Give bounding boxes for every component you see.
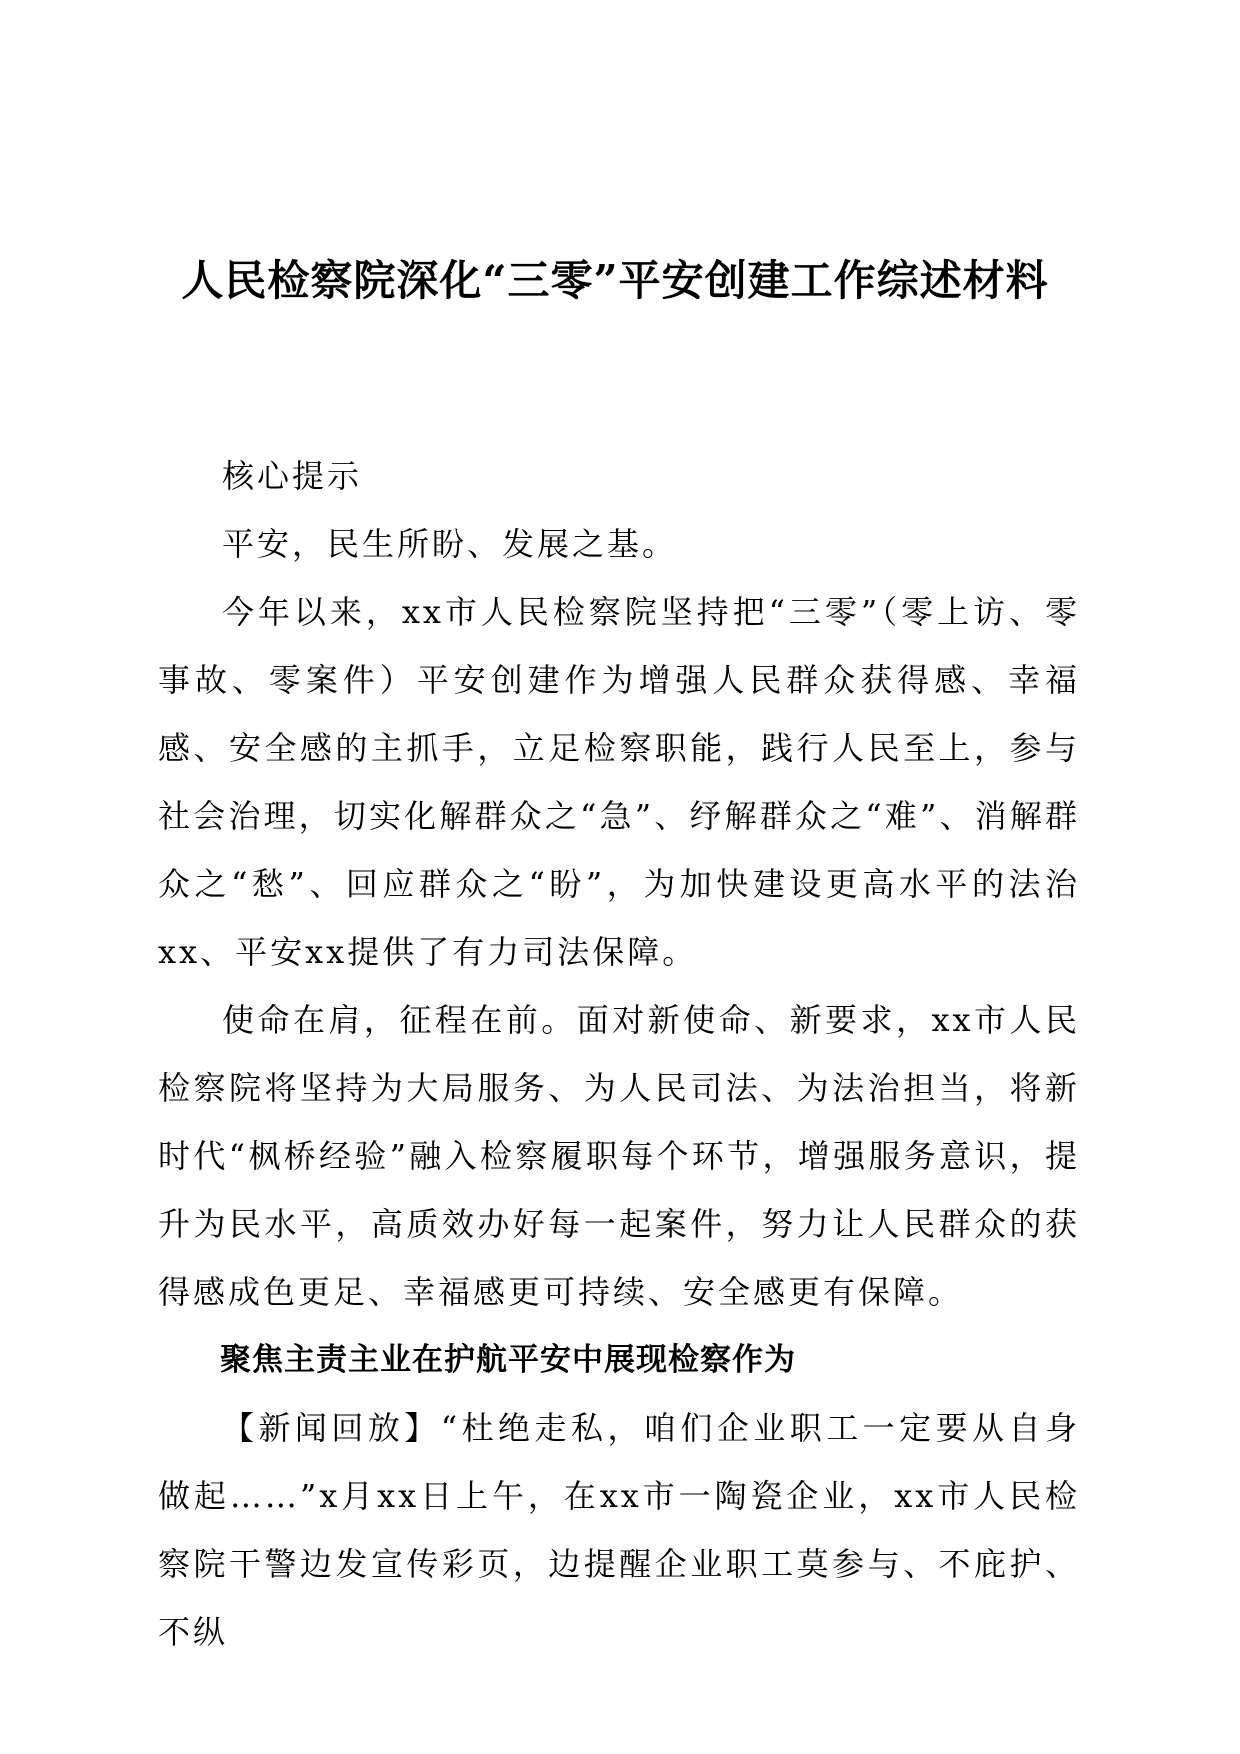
paragraph-intro: 平安，民生所盼、发展之基。	[222, 525, 678, 563]
document-body	[158, 442, 1080, 1666]
paragraph-overview: 今年以来，xx市人民检察院坚持把“三零”（零上访、零事故、零案件）平安创建作为增强人民群众获得感、幸福感、安全感的主抓手，立足检察职能，践行人民至上，参与社会治理，切实化解群众之“急”、纾解群众之“难”、消解群众之“愁”、回应群众之“盼”，为加快建设更高水平的法治xx、平安xx提供了有力司法保障。	[158, 593, 1080, 971]
paragraph-core-tip: 核心提示	[222, 457, 363, 495]
section-heading: 聚焦主责主业在护航平安中展现检察作为	[220, 1342, 796, 1378]
document-title: 人民检察院深化“三零”平安创建工作综述材料	[181, 256, 1049, 305]
paragraph-mission: 使命在肩，征程在前。面对新使命、新要求，xx市人民检察院将坚持为大局服务、为人民司法、为法治担当，将新时代“枫桥经验”融入检察履职每个环节，增强服务意识，提升为民水平，高质效办好每一起案件，努力让人民群众的获得感成色更足、幸福感更可持续、安全感更有保障。	[158, 1001, 1080, 1311]
paragraph-news-replay: 【新闻回放】“杜绝走私，咱们企业职工一定要从自身做起……”x月xx日上午，在xx市一陶瓷企业，xx市人民检察院干警边发宣传彩页，边提醒企业职工莫参与、不庇护、不纵	[158, 1409, 1080, 1651]
